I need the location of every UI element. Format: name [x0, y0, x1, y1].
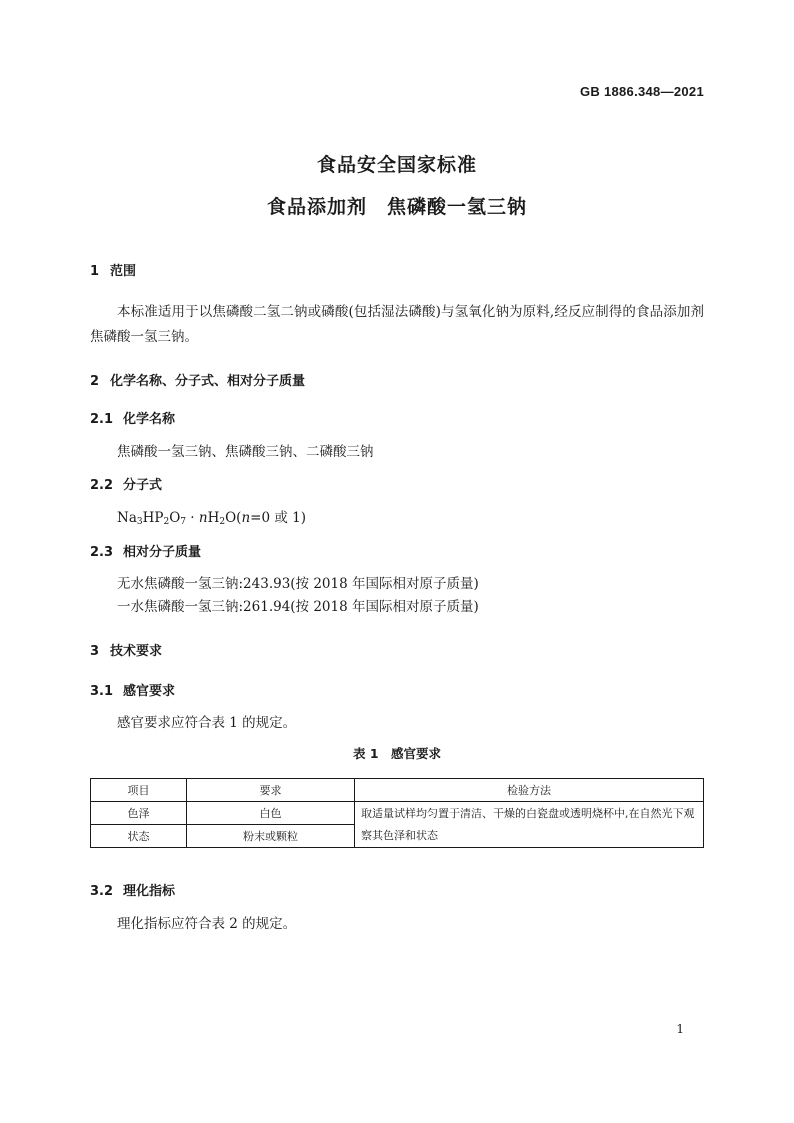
- section-title: 技术要求: [110, 644, 163, 659]
- table-1-caption: 表 1 感官要求: [352, 746, 442, 761]
- sensory-requirements-text: 感官要求应符合表 1 的规定。: [117, 715, 297, 731]
- section-title: 化学名称: [123, 412, 176, 427]
- table-header-row: [91, 779, 704, 802]
- table-cell-method: 取适量试样均匀置于清洁、干燥的白瓷盘或透明烧杯中,在自然光下观察其色泽和状态: [355, 802, 704, 848]
- section-number: 3.1: [90, 684, 114, 699]
- table-cell-requirement: 粉末或颗粒: [187, 825, 355, 848]
- document-title: 食品安全国家标准: [316, 154, 477, 176]
- section-title: 化学名称、分子式、相对分子质量: [110, 374, 306, 389]
- document-subtitle: 食品添加剂 焦磷酸一氢三钠: [266, 196, 527, 218]
- physicochemical-text: 理化指标应符合表 2 的规定。: [117, 916, 297, 932]
- table-cell-item: 状态: [91, 825, 187, 848]
- section-3-1-heading: [90, 680, 175, 699]
- section-number: 2.1: [90, 412, 114, 427]
- section-title: 相对分子质量: [123, 545, 202, 560]
- table-row: [91, 802, 704, 825]
- section-number: 2.2: [90, 478, 114, 493]
- section-title: 范围: [110, 264, 137, 279]
- section-2-3-heading: [90, 541, 201, 560]
- table-header-cell: 项目: [91, 779, 187, 802]
- section-number: 3.2: [90, 884, 114, 899]
- section-3-heading: [90, 640, 162, 659]
- molecular-formula: $Na_3HP_2O_7 \cdot nH_2O(n=0$ 或 1): [117, 510, 306, 527]
- section-number: 3: [90, 644, 100, 659]
- section-3-2-heading: [90, 880, 175, 899]
- section-1-heading: [90, 260, 136, 279]
- section-title: 感官要求: [123, 684, 176, 699]
- chemical-name-text: 焦磷酸一氢三钠、焦磷酸三钠、二磷酸三钠: [117, 444, 374, 460]
- section-title: 分子式: [123, 478, 163, 493]
- section-2-1-heading: [90, 408, 175, 427]
- standard-code: GB 1886.348—2021: [579, 84, 704, 99]
- page-number: 1: [676, 1022, 684, 1036]
- table-cell-requirement: 白色: [187, 802, 355, 825]
- molecular-mass-anhydrous: 无水焦磷酸一氢三钠:243.93(按 2018 年国际相对原子质量): [117, 576, 479, 592]
- table-header-cell: 要求: [187, 779, 355, 802]
- section-2-2-heading: [90, 474, 162, 493]
- section-2-heading: [90, 370, 305, 389]
- section-number: 2.3: [90, 545, 114, 560]
- section-number: 1: [90, 264, 100, 279]
- table-header-cell: 检验方法: [355, 779, 704, 802]
- molecular-mass-monohydrate: 一水焦磷酸一氢三钠:261.94(按 2018 年国际相对原子质量): [117, 599, 479, 615]
- sensory-requirements-table: [90, 778, 704, 848]
- section-title: 理化指标: [123, 884, 176, 899]
- scope-paragraph: 本标准适用于以焦磷酸二氢二钠或磷酸(包括湿法磷酸)与氢氧化钠为原料,经反应制得的食品添加剂焦磷酸一氢三钠。: [90, 304, 704, 345]
- section-number: 2: [90, 374, 100, 389]
- table-cell-item: 色泽: [91, 802, 187, 825]
